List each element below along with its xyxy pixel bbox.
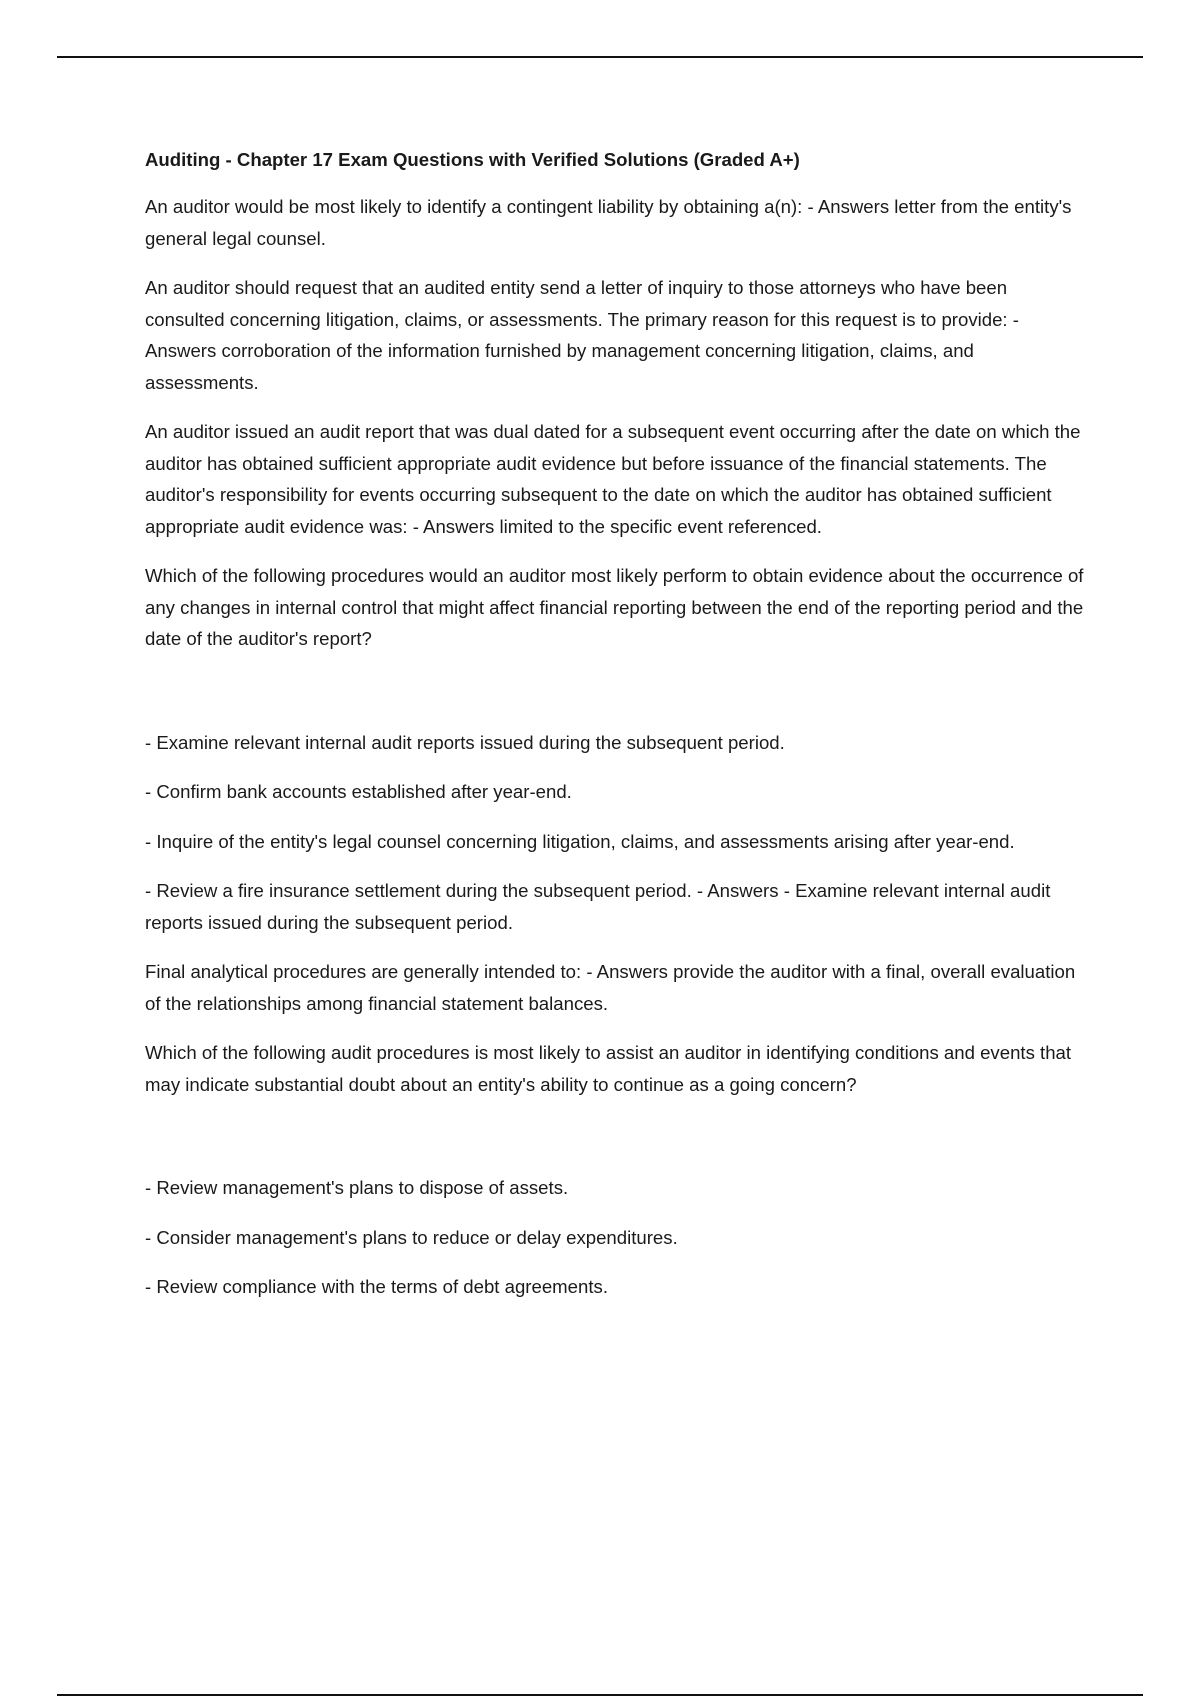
answer-option: - Consider management's plans to reduce or delay expenditures. xyxy=(145,1226,678,1248)
question-attorney-letter: An auditor should request that an audited entity send a letter of inquiry to those attorneys who have been consulted concerning litigation, claims, or assessments. The primary reason for this request is to provide: - Answers corroboration of the information furnished by management concerning litigation, claims, and assessments. xyxy=(145,277,1019,393)
question-contingent-liability: An auditor would be most likely to identify a contingent liability by obtaining a(n): - Answers letter from the entity's general legal counsel. xyxy=(145,196,1072,249)
answer-option: - Examine relevant internal audit reports issued during the subsequent period. xyxy=(145,731,785,753)
answer-option: - Review management's plans to dispose of assets. xyxy=(145,1177,569,1198)
question-internal-control-changes: Which of the following procedures would an auditor most likely perform to obtain evidence about the occurrence of any changes in internal control that might affect financial reporting between the end of the reporting period and the date of the auditor's report? xyxy=(145,565,1084,649)
question-dual-dated-report: An auditor issued an audit report that was dual dated for a subsequent event occurring after the date on which the auditor has obtained sufficient appropriate audit evidence but before issuance of the financial statements. The auditor's responsibility for events occurring subsequent to the date on which the auditor has obtained sufficient appropriate audit evidence was: - Answers limited to the specific event referenced. xyxy=(145,421,1081,537)
header-rule xyxy=(57,56,1143,58)
answer-option: - Review compliance with the terms of debt agreements. xyxy=(145,1276,608,1297)
answer-option: - Inquire of the entity's legal counsel concerning litigation, claims, and assessments arising after year-end. xyxy=(145,830,1015,852)
document-body xyxy=(145,144,1090,1321)
answer-option: - Review a fire insurance settlement during the subsequent period. - Answers - Examine relevant internal audit reports issued during the subsequent period. xyxy=(145,880,1051,933)
footer-rule xyxy=(57,1694,1143,1696)
document-title: Auditing - Chapter 17 Exam Questions with Verified Solutions (Graded A+) xyxy=(145,149,800,170)
spacer xyxy=(145,1118,1090,1172)
answer-option: - Confirm bank accounts established after year-end. xyxy=(145,781,572,802)
question-final-analytical-procedures: Final analytical procedures are generally intended to: - Answers provide the auditor with a final, overall evaluation of the relationships among financial statement balances. xyxy=(145,961,1076,1014)
question-going-concern: Which of the following audit procedures is most likely to assist an auditor in identifying conditions and events that may indicate substantial doubt about an entity's ability to continue as a going concern? xyxy=(145,1042,1072,1095)
spacer xyxy=(145,673,1090,727)
